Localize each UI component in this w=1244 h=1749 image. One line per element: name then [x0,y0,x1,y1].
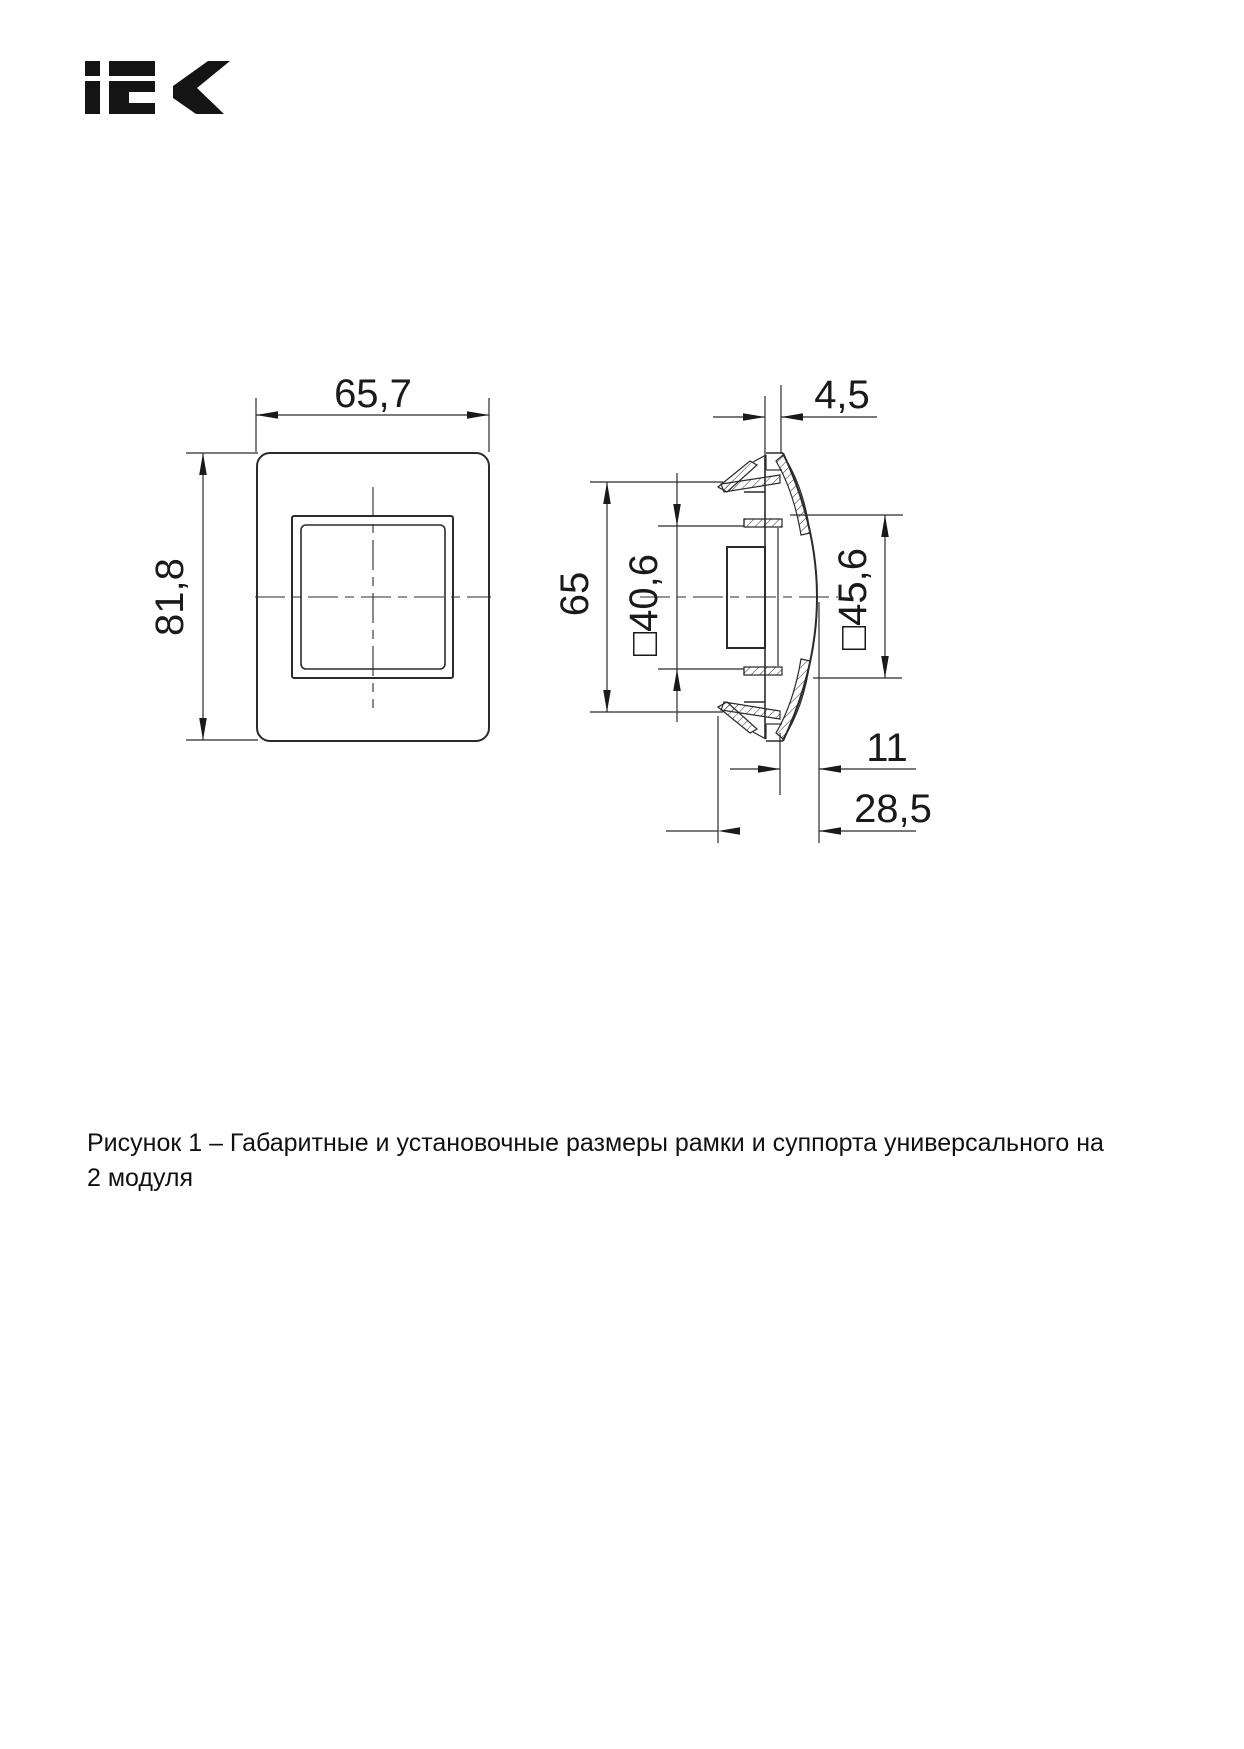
dim-label-window-square: □40,6 [622,553,666,657]
dim-flange-offset [713,373,877,478]
figure-caption-line2: 2 модуля [87,1164,194,1192]
logo-i-stem [85,81,100,114]
dim-label-frame-square: □45,6 [831,547,875,651]
logo-e-body [109,81,155,114]
figure-caption [87,1126,1107,1196]
front-view [148,372,491,741]
dim-label-height: 81,8 [148,558,192,636]
dim-height [148,453,258,740]
figure-caption-line1: Рисунок 1 – Габаритные и установочные размеры рамки и суппорта универсального на [87,1129,1104,1157]
side-view [553,373,932,843]
logo-glyphs [85,61,230,114]
dimension-drawing [0,330,1244,890]
dim-label-depth-front: 11 [866,726,908,770]
dim-label-side-height: 65 [553,571,597,617]
dim-width [256,372,489,452]
dim-label-depth-total: 28,5 [854,787,932,831]
claw-top [718,455,782,527]
dim-label-width: 65,7 [334,372,412,416]
logo-k [173,61,230,114]
dim-label-flange-offset: 4,5 [814,373,870,417]
logo-e-top [109,61,155,76]
claw-bottom [718,667,782,739]
logo-i-dot [85,61,100,76]
iek-logo [85,58,233,118]
